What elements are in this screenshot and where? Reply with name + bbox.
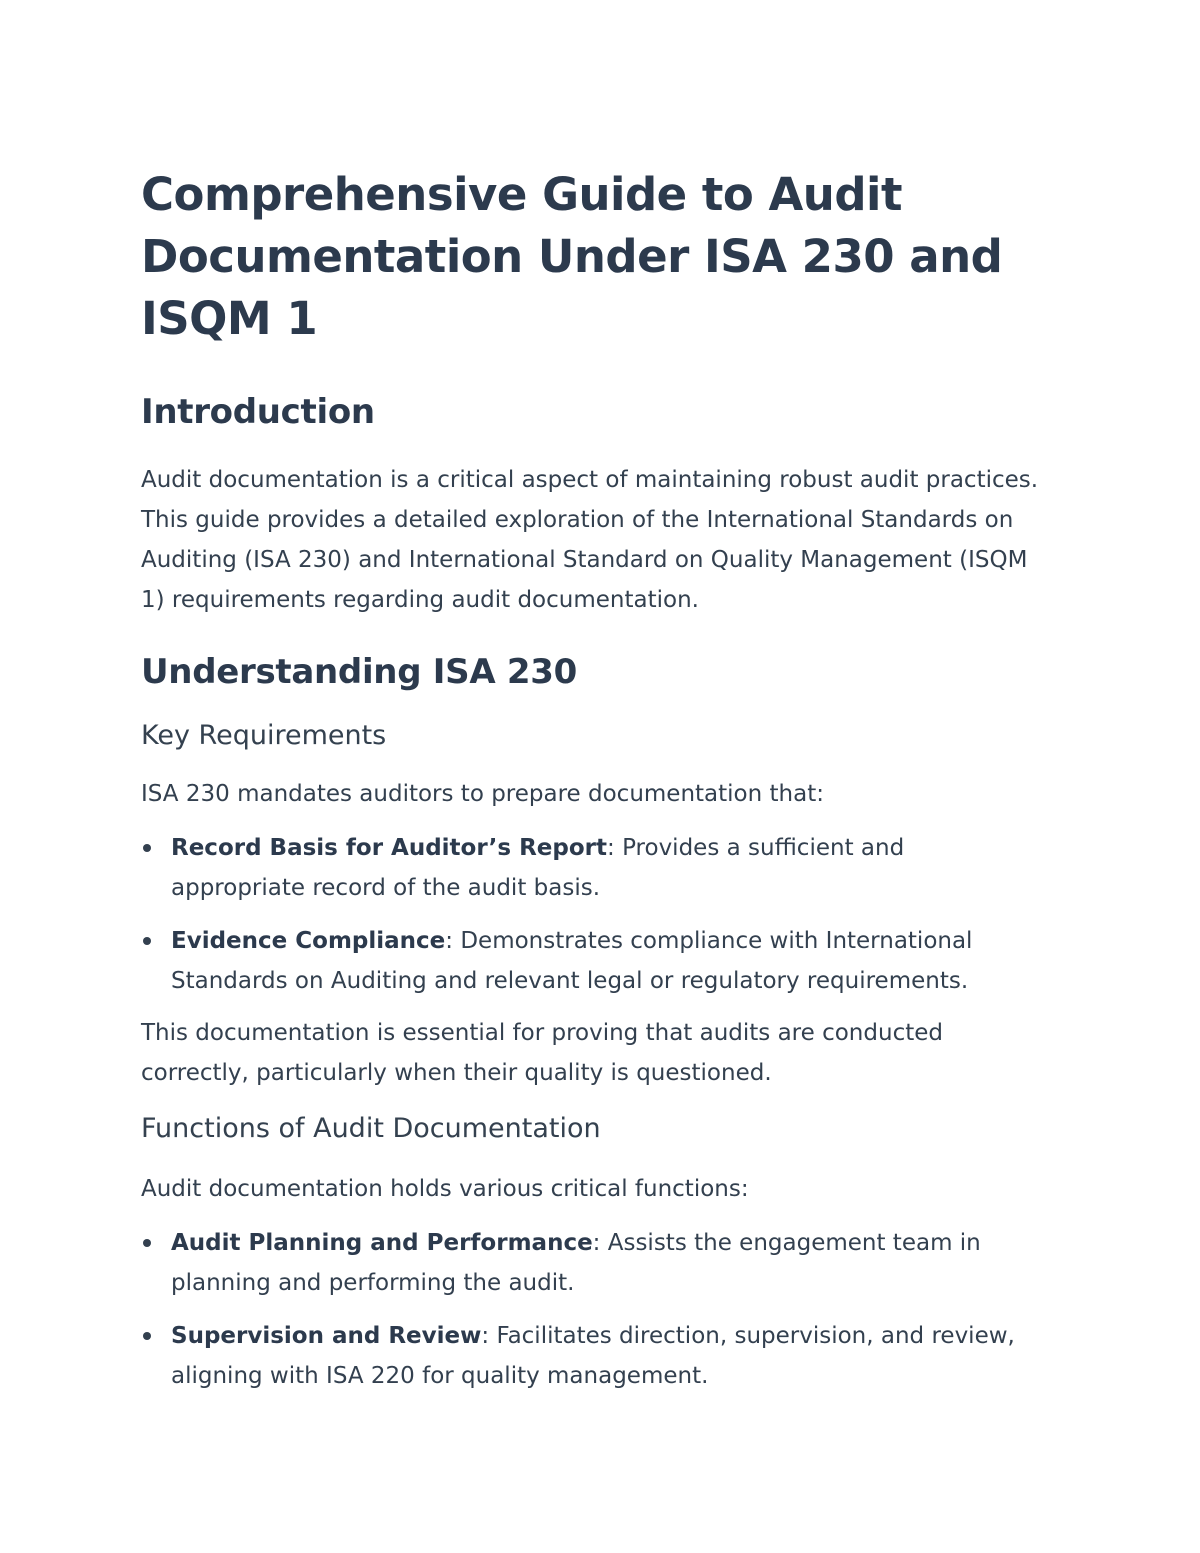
list-item-term: Supervision and Review	[171, 1323, 482, 1349]
functions-heading: Functions of Audit Documentation	[141, 1113, 601, 1144]
bullet-icon	[143, 937, 151, 945]
bullet-icon	[143, 1239, 151, 1247]
list-item-text: : Facilitates direction, supervision, and review, aligning with ISA 220 for quality management.	[171, 1323, 1015, 1389]
list-item	[141, 921, 1041, 1001]
key-requirements-lead: ISA 230 mandates auditors to prepare documentation that:	[141, 781, 824, 807]
document-title: Comprehensive Guide to Audit Documentation Under ISA 230 and ISQM 1	[141, 168, 1003, 345]
list-item	[141, 1316, 1041, 1396]
list-item	[141, 828, 1041, 908]
functions-list	[141, 1223, 1041, 1396]
understanding-isa230-heading: Understanding ISA 230	[141, 652, 577, 692]
list-item	[141, 1223, 1041, 1303]
functions-lead: Audit documentation holds various critical functions:	[141, 1176, 749, 1202]
list-item-term: Record Basis for Auditor’s Report	[171, 835, 608, 861]
introduction-paragraph: Audit documentation is a critical aspect of maintaining robust audit practices. This guide provides a detailed exploration of the International Standards on Auditing (ISA 230) and International Standard on Quality Management (ISQM 1) requirements regarding audit documentation.	[141, 467, 1039, 613]
list-item-text: : Demonstrates compliance with International Standards on Auditing and relevant legal or regulatory requirements.	[171, 928, 973, 994]
key-requirements-heading: Key Requirements	[141, 720, 387, 751]
document-page	[141, 164, 1041, 1396]
key-requirements-closing: This documentation is essential for proving that audits are conducted correctly, particularly when their quality is questioned.	[141, 1020, 943, 1086]
bullet-icon	[143, 1332, 151, 1340]
bullet-icon	[143, 844, 151, 852]
list-item-term: Evidence Compliance	[171, 928, 446, 954]
introduction-heading: Introduction	[141, 392, 375, 432]
list-item-text: : Provides a sufficient and appropriate record of the audit basis.	[171, 835, 905, 901]
list-item-term: Audit Planning and Performance	[171, 1230, 593, 1256]
key-requirements-list	[141, 828, 1041, 1001]
list-item-text: : Assists the engagement team in planning and performing the audit.	[171, 1230, 981, 1296]
